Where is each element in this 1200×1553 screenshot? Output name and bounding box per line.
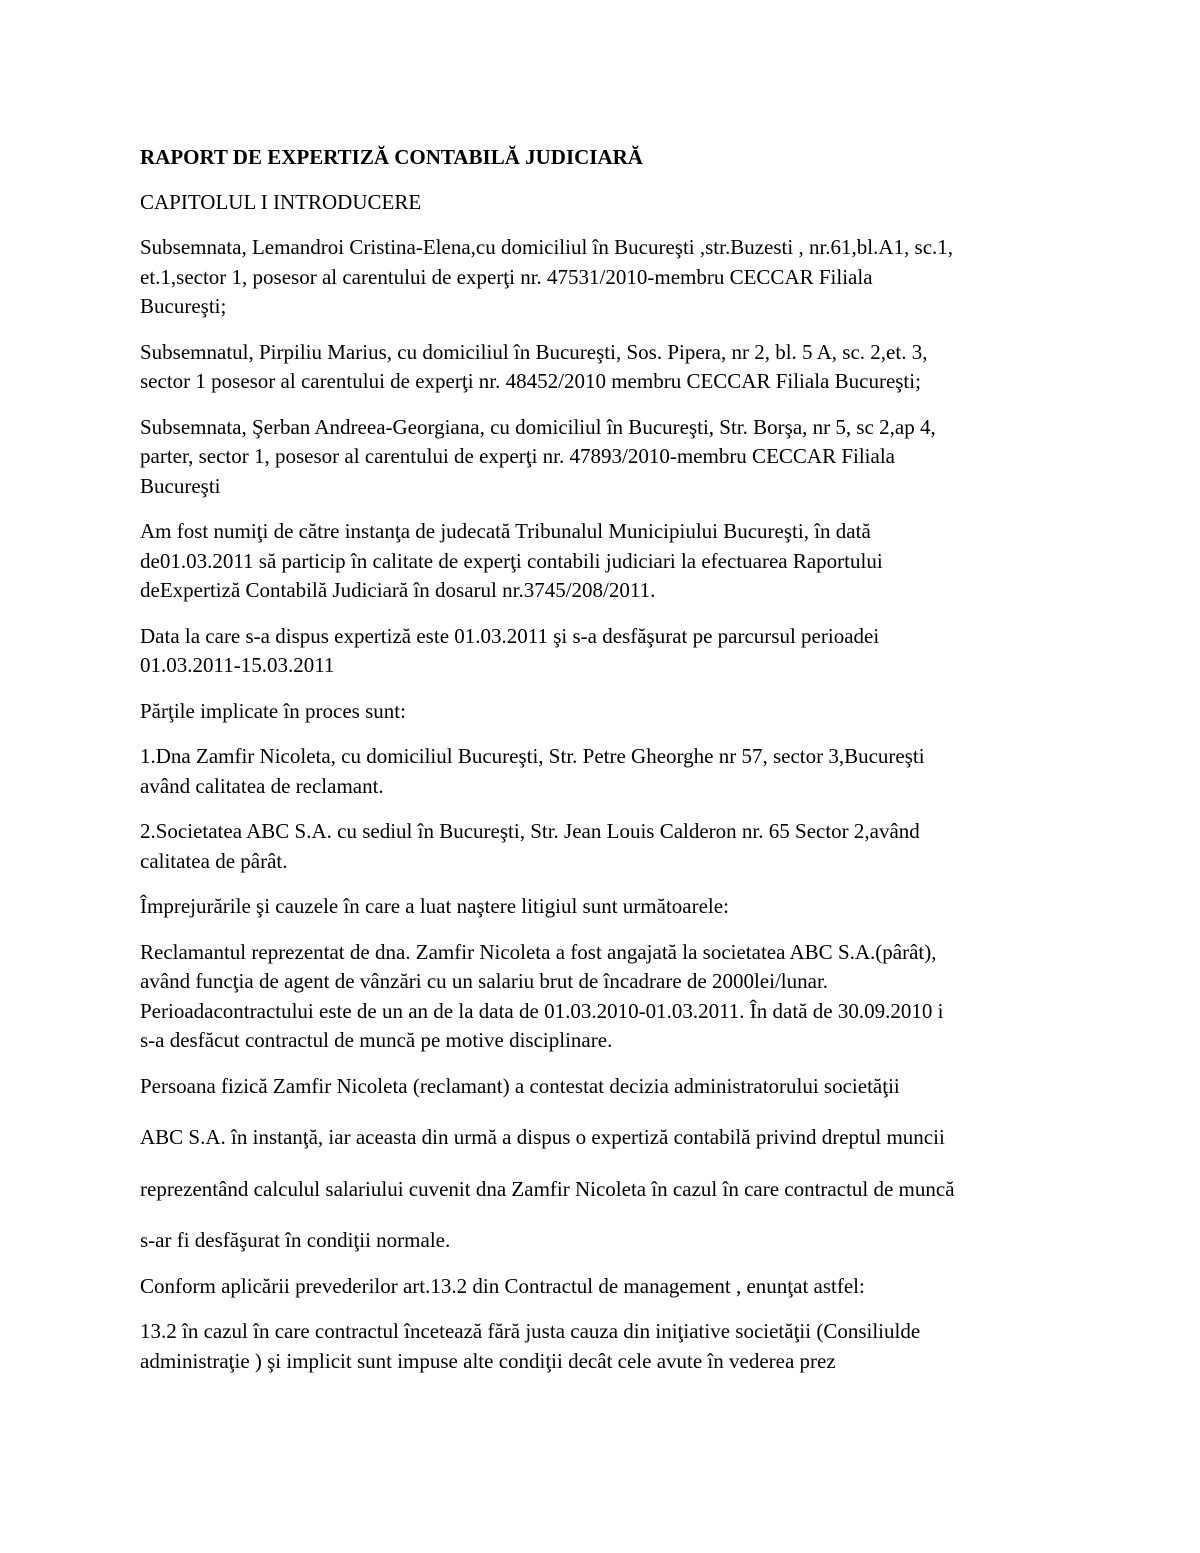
chapter-heading: CAPITOLUL I INTRODUCERE <box>140 189 422 214</box>
paragraph-line: 01.03.2011-15.03.2011 <box>140 653 335 677</box>
paragraph-line: s-ar fi desfăşurat în condiţii normale. <box>140 1228 451 1252</box>
paragraph-line: deExpertiză Contabilă Judiciară în dosarul nr.3745/208/2011. <box>140 578 656 602</box>
paragraph-line: 2.Societatea ABC S.A. cu sediul în Bucureşti, Str. Jean Louis Calderon nr. 65 Sector 2,având <box>140 819 920 843</box>
paragraph-circumstances-heading <box>140 892 1070 922</box>
paragraph-line: Conform aplicării prevederilor art.13.2 din Contractul de management , enunţat astfel: <box>140 1273 865 1298</box>
paragraph-line: calitatea de pârât. <box>140 848 288 873</box>
paragraph-contest-2 <box>140 1123 1070 1153</box>
paragraph-line: de01.03.2011 să particip în calitate de experţi contabili judiciari la efectuarea Raportului <box>140 548 883 573</box>
paragraph-party-2 <box>140 817 1070 876</box>
paragraph-line: Bucureşti; <box>140 294 227 318</box>
paragraph-expert-1 <box>140 233 1070 322</box>
document-body <box>140 143 1070 1392</box>
paragraph-line: Bucureşti <box>140 473 221 498</box>
paragraph-line: având funcţia de agent de vânzări cu un salariu brut de încadrare de 2000lei/lunar. <box>140 969 829 993</box>
paragraph-parties-heading <box>140 697 1070 727</box>
paragraph-line: 1.Dna Zamfir Nicoleta, cu domiciliul Bucureşti, Str. Petre Gheorghe nr 57, sector 3,Bucureşti <box>140 744 925 768</box>
paragraph-line: administraţie ) şi implicit sunt impuse alte condiţii decât cele avute în vederea prez <box>140 1348 836 1373</box>
paragraph-dates <box>140 622 1070 681</box>
paragraph-line: Subsemnatul, Pirpiliu Marius, cu domiciliul în Bucureşti, Sos. Pipera, nr 2, bl. 5 A, sc. 2,et. 3, <box>140 339 928 364</box>
paragraph-line: Subsemnata, Şerban Andreea-Georgiana, cu domiciliul în Bucureşti, Str. Borşa, nr 5, sc 2,ap 4, <box>140 414 936 439</box>
paragraph-line: sector 1 posesor al carentului de experţi nr. 48452/2010 membru CECCAR Filiala Bucureşti; <box>140 369 921 393</box>
paragraph-line: Părţile implicate în proces sunt: <box>140 698 406 723</box>
paragraph-line: 13.2 în cazul în care contractul încetează fără justa cauza din iniţiative societăţii (Consiliulde <box>140 1319 921 1343</box>
paragraph-line: Subsemnata, Lemandroi Cristina-Elena,cu domiciliul în Bucureşti ,str.Buzesti , nr.61,bl.A1, sc.1, <box>140 235 954 259</box>
paragraph-article-intro <box>140 1272 1070 1302</box>
paragraph-expert-2 <box>140 338 1070 397</box>
paragraph-line: Persoana fizică Zamfir Nicoleta (reclamant) a contestat decizia administratorului societăţii <box>140 1073 900 1098</box>
paragraph-line: Am fost numiţi de către instanţa de judecată Tribunalul Municipiului Bucureşti, în dată <box>140 519 871 543</box>
paragraph-party-1 <box>140 742 1070 801</box>
paragraph-contest-1 <box>140 1072 1070 1102</box>
paragraph-line: s-a desfăcut contractul de muncă pe motive disciplinare. <box>140 1028 613 1052</box>
paragraph-line: parter, sector 1, posesor al carentului de experţi nr. 47893/2010-membru CECCAR Filiala <box>140 444 895 468</box>
paragraph-circumstances <box>140 938 1070 1056</box>
paragraph-line: Reclamantul reprezentat de dna. Zamfir Nicoleta a fost angajată la societatea ABC S.A.(pârât), <box>140 939 937 964</box>
paragraph-article-13-2 <box>140 1317 1070 1376</box>
document-title: RAPORT DE EXPERTIZĂ CONTABILĂ JUDICIARĂ <box>140 145 643 169</box>
paragraph-line: ABC S.A. în instanţă, iar aceasta din urmă a dispus o expertiză contabilă privind dreptul muncii <box>140 1125 945 1149</box>
paragraph-contest-3 <box>140 1175 1070 1205</box>
paragraph-line: Împrejurările şi cauzele în care a luat naştere litigiul sunt următoarele: <box>140 894 729 918</box>
paragraph-line: reprezentând calculul salariului cuvenit dna Zamfir Nicoleta în cazul în care contractul de muncă <box>140 1176 955 1201</box>
paragraph-line: având calitatea de reclamant. <box>140 773 384 798</box>
paragraph-line: et.1,sector 1, posesor al carentului de experţi nr. 47531/2010-membru CECCAR Filiala <box>140 264 873 289</box>
paragraph-appointment <box>140 517 1070 606</box>
paragraph-line: Data la care s-a dispus expertiză este 01.03.2011 şi s-a desfăşurat pe parcursul perioadei <box>140 623 880 648</box>
paragraph-expert-3 <box>140 413 1070 502</box>
paragraph-contest-4 <box>140 1226 1070 1256</box>
paragraph-line: Perioadacontractului este de un an de la data de 01.03.2010-01.03.2011. În dată de 30.09.2010 i <box>140 998 944 1023</box>
